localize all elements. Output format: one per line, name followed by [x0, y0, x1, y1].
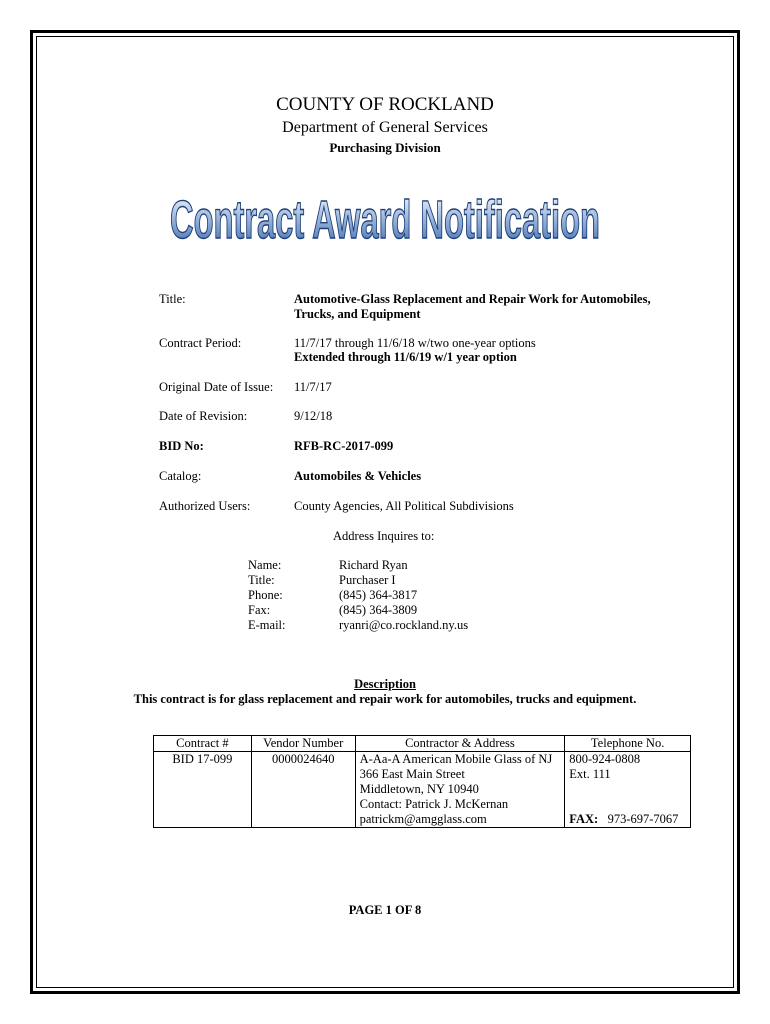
county-title: COUNTY OF ROCKLAND [276, 94, 494, 115]
column-header: Contract # [154, 736, 252, 752]
authorized-users-label: Authorized Users: [159, 499, 251, 513]
description-heading: Description [354, 677, 416, 691]
fax-line [569, 812, 686, 827]
telephone-number: 800-924-0808 [569, 752, 641, 766]
description-text: This contract is for glass replacement and repair work for automobiles, trucks and equipment. [133, 692, 637, 706]
division-title: Purchasing Division [329, 140, 441, 155]
revision-date-label: Date of Revision: [159, 409, 248, 423]
contractor-email-link[interactable]: patrickm@amgglass.com [359, 812, 487, 826]
revision-date-value: 9/12/18 [294, 409, 333, 423]
authorized-users-value: County Agencies, All Political Subdivisions [294, 499, 514, 513]
column-header: Telephone No. [565, 736, 691, 752]
contact-email-link[interactable]: ryanri@co.rockland.ny.us [339, 618, 469, 632]
contract-period-value: 11/7/17 through 11/6/18 w/two one-year options [294, 336, 536, 350]
contact-email-label: E-mail: [248, 618, 286, 632]
contractor-name: A-Aa-A American Mobile Glass of NJ [359, 752, 553, 766]
page-number: PAGE 1 OF 8 [348, 903, 422, 917]
column-header: Contractor & Address [355, 736, 565, 752]
vendor-number-cell: 0000024640 [251, 752, 355, 828]
bid-number-label: BID No: [159, 439, 204, 453]
contact-name-label: Name: [248, 558, 282, 572]
contact-fax-value: (845) 364-3809 [339, 603, 418, 617]
title-label: Title: [159, 292, 186, 306]
contract-extension-value: Extended through 11/6/19 w/1 year option [294, 350, 517, 364]
contract-number-cell: BID 17-099 [154, 752, 252, 828]
contact-name-value: Richard Ryan [339, 558, 408, 572]
contractor-street: 366 East Main Street [359, 767, 465, 781]
issue-date-label: Original Date of Issue: [159, 380, 274, 394]
issue-date-value: 11/7/17 [294, 380, 332, 394]
catalog-label: Catalog: [159, 469, 202, 483]
fax-number: 973-697-7067 [607, 812, 679, 826]
contractor-contact: Contact: Patrick J. McKernan [359, 797, 509, 811]
title-value: Automotive-Glass Replacement and Repair Work for Automobiles, [294, 292, 651, 306]
vendor-table [153, 735, 691, 828]
department-title: Department of General Services [282, 119, 488, 136]
table-row [154, 752, 691, 828]
title-value-line2: Trucks, and Equipment [294, 307, 421, 321]
inquiries-heading: Address Inquires to: [333, 529, 435, 543]
telephone-cell [565, 752, 691, 828]
contact-title-label: Title: [248, 573, 275, 587]
telephone-extension: Ext. 111 [569, 767, 611, 781]
contract-period-label: Contract Period: [159, 336, 242, 350]
table-header-row [154, 736, 691, 752]
contact-title-value: Purchaser I [339, 573, 396, 587]
catalog-value: Automobiles & Vehicles [294, 469, 422, 483]
contractor-address-cell [355, 752, 565, 828]
column-header: Vendor Number [251, 736, 355, 752]
contact-phone-label: Phone: [248, 588, 283, 602]
bid-number-value: RFB-RC-2017-099 [294, 439, 394, 453]
contact-fax-label: Fax: [248, 603, 271, 617]
fax-label: FAX: [569, 812, 599, 826]
contract-award-banner [160, 182, 610, 254]
banner-text: Contract Award Notification [170, 190, 600, 250]
contact-phone-value: (845) 364-3817 [339, 588, 418, 602]
contractor-city: Middletown, NY 10940 [359, 782, 479, 796]
